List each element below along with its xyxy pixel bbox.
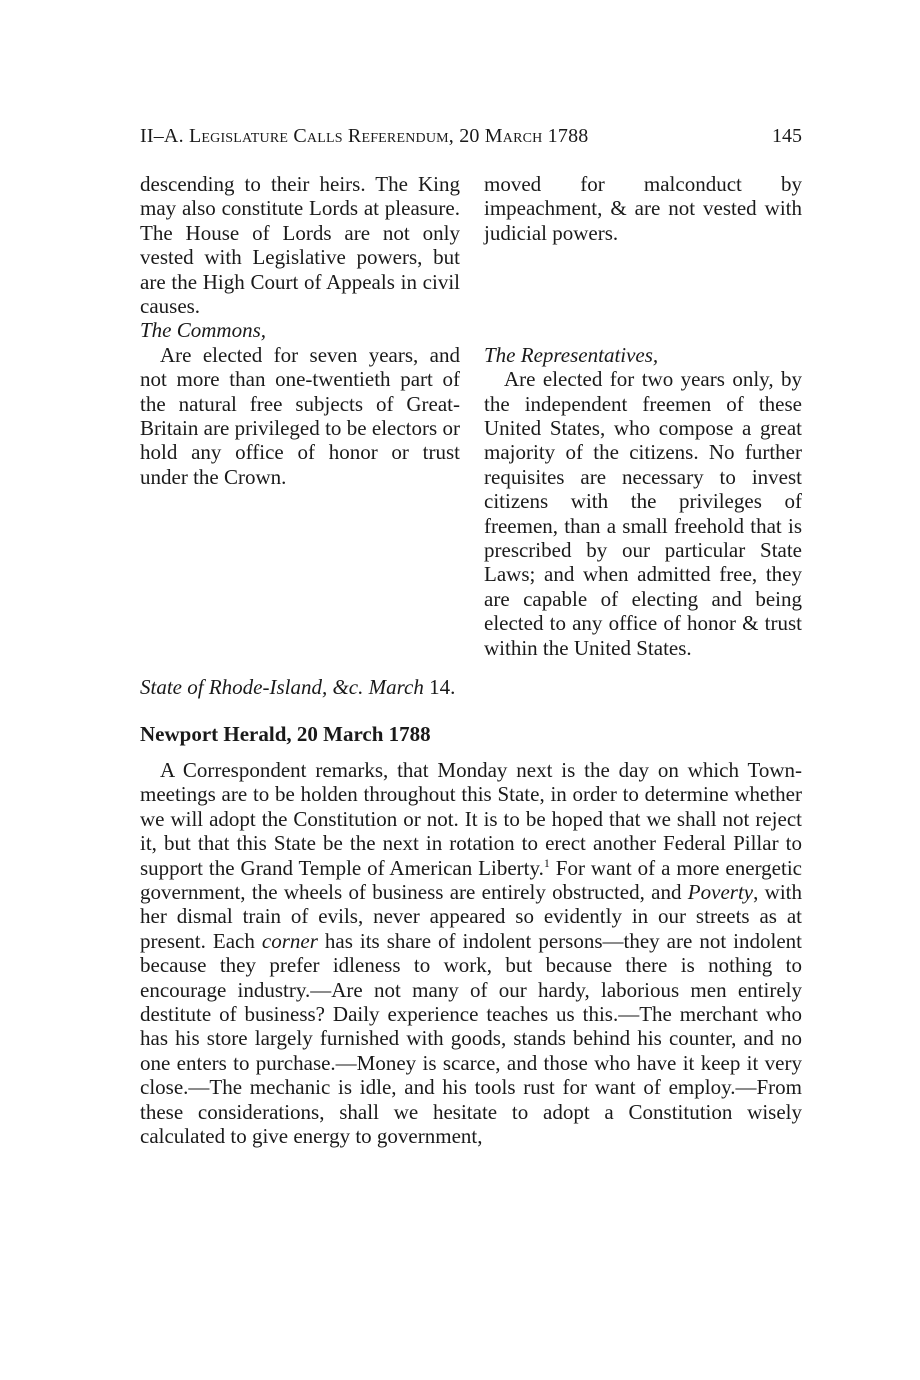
- article-text-1: A Correspondent remarks, that Monday next is the day on which Town-meetings are to be holden throughout this State, in order to determine whether we will adopt the Constitution or not. It is to be hoped that we shall not reject it, but that this State be the next in rotation to erect another Federal Pillar to support the Grand Temple of American Liberty.: [140, 758, 802, 880]
- dateline-place: State of Rhode-Island, &c. March: [140, 675, 424, 699]
- running-head-date: , 20: [448, 125, 485, 147]
- right-column: [484, 172, 802, 660]
- dateline: [140, 674, 455, 700]
- right-subhead: The Representatives,: [484, 342, 659, 367]
- left-subhead: The Commons,: [140, 318, 267, 343]
- column-gap: [484, 245, 802, 343]
- running-head: [140, 125, 588, 147]
- article-text-4: has its share of indolent persons—they are not indolent because they prefer idleness to work, but because there is nothing to encourage industry.—Are not many of our hardy, laborious men entirely destitute of business? Daily experience teaches us this.—The merchant who has his store largely furnished with goods, stands behind his counter, and no one enters to purchase.—Money is scarce, and those who have it keep it very close.—The mechanic is idle, and his tools rust for want of employ.—From these considerations, shall we hesitate to adopt a Constitution wisely calculated to give energy to government,: [140, 928, 802, 1149]
- article-paragraph: [140, 758, 802, 1149]
- running-head-month: March: [484, 125, 543, 147]
- left-column: [140, 172, 460, 489]
- left-paragraph-1: descending to their heirs. The King may also constitute Lords at pleasure. The House of Lords are not only vested with Legislative powers, but are the High Court of Appeals in civil causes.: [140, 172, 460, 319]
- footnote-ref[interactable]: 1: [543, 855, 550, 870]
- article-body: [140, 758, 802, 1149]
- page-header: [140, 122, 802, 150]
- page-number: 145: [772, 125, 802, 147]
- running-head-title: Legislature Calls Referendum: [188, 125, 449, 147]
- left-paragraph-2: Are elected for seven years, and not more than one-twentieth part of the natural free subjects of Great-Britain are privileged to be electors or hold any office of honor or trust under the Crown.: [140, 342, 460, 489]
- running-head-year: 1788: [542, 125, 589, 147]
- dateline-day: 14.: [423, 675, 456, 699]
- section-title: Newport Herald, 20 March 1788: [140, 722, 431, 746]
- article-text-3: , with her dismal train of evils, never appeared so evidently in our streets as at present. Each: [140, 880, 802, 953]
- running-head-prefix: II–A.: [140, 125, 189, 147]
- right-paragraph-1: moved for malconduct by impeachment, & are not vested with judicial powers.: [484, 172, 802, 245]
- right-paragraph-2: Are elected for two years only, by the independent freemen of these United States, who compose a great majority of the citizens. No further requisites are necessary to invest citizens with the privileges of freemen, than a small freehold that is prescribed by our particular State Laws; and when admitted free, they are capable of electing and being elected to any office of honor & trust within the United States.: [484, 367, 802, 660]
- article-italic-corner: corner: [261, 928, 318, 953]
- article-italic-poverty: Poverty: [687, 880, 754, 905]
- article-text-2: For want of a more energetic government, the wheels of business are entirely obstructed, and: [140, 855, 802, 905]
